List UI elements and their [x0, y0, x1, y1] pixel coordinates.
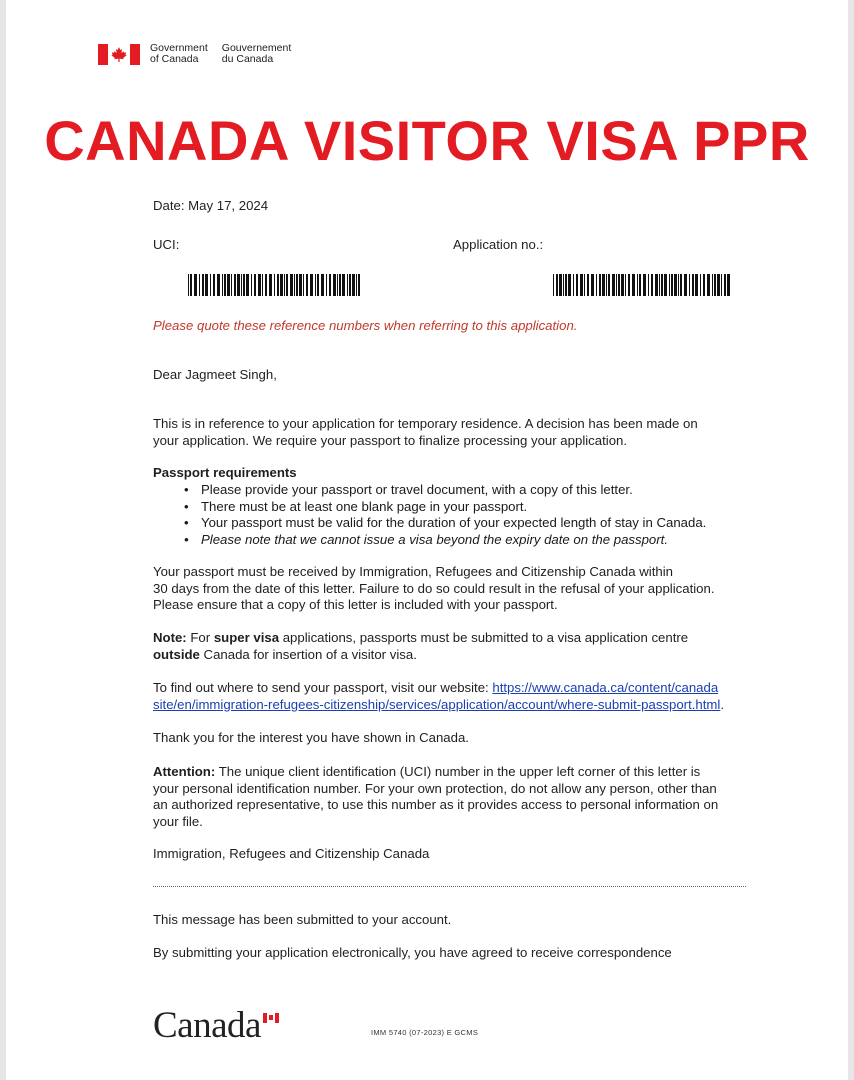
barcode-bar	[684, 274, 687, 296]
barcode-bar	[678, 274, 679, 296]
barcode-bar	[714, 274, 716, 296]
barcode-bar	[643, 274, 646, 296]
deadline-paragraph: Your passport must be received by Immigration, Refugees and Citizenship Canada within 30 days from the date of this letter. Failure to do so could result in the refusal of your application. Please ensure that a copy of this letter is included with your passport.	[153, 564, 715, 612]
barcode-bar	[241, 274, 242, 296]
barcode-bar	[628, 274, 630, 296]
barcode-bar	[591, 274, 594, 296]
barcode-bar	[352, 274, 355, 296]
barcode-bar	[210, 274, 211, 296]
list-item: • There must be at least one blank page in your passport.	[184, 499, 706, 516]
barcode-bar	[237, 274, 240, 296]
barcode-bar	[695, 274, 698, 296]
barcode-bar	[296, 274, 298, 296]
barcode-bar	[727, 274, 730, 296]
barcode-bar	[637, 274, 638, 296]
barcode-bar	[326, 274, 327, 296]
barcode-bar	[199, 274, 200, 296]
barcode-bar	[321, 274, 324, 296]
form-number: IMM 5740 (07-2023) E GCMS	[371, 1028, 479, 1037]
barcode-bar	[303, 274, 304, 296]
salutation: Dear Jagmeet Singh,	[153, 367, 277, 382]
barcode-bar	[358, 274, 360, 296]
barcode-bar	[294, 274, 295, 296]
barcode-bar	[599, 274, 601, 296]
canada-flag-icon	[98, 44, 140, 65]
barcode-bar	[584, 274, 585, 296]
barcode-bar	[664, 274, 667, 296]
barcode-bar	[559, 274, 562, 296]
barcode-bar	[190, 274, 192, 296]
barcode-bar	[251, 274, 252, 296]
barcode-bar	[580, 274, 583, 296]
barcode-bar	[337, 274, 338, 296]
reference-note: Please quote these reference numbers when referring to this application.	[153, 318, 578, 333]
barcode-bar	[632, 274, 635, 296]
barcode-bar	[553, 274, 554, 296]
barcode-bar	[689, 274, 690, 296]
government-french-name: Gouvernement du Canada	[221, 42, 292, 65]
wordmark-flag-icon	[263, 1013, 279, 1023]
barcode-bar	[349, 274, 351, 296]
barcode-bar	[205, 274, 208, 296]
barcode-bar	[306, 274, 308, 296]
government-english-name: Government of Canada	[150, 42, 208, 65]
barcode-bar	[258, 274, 261, 296]
list-item: • Your passport must be valid for the duration of your expected length of stay in Canada.	[184, 515, 706, 532]
barcode-bar	[284, 274, 285, 296]
barcode-bar	[277, 274, 279, 296]
barcode-bar	[280, 274, 283, 296]
canada-wordmark: Canada	[153, 1005, 261, 1046]
barcode-bar	[712, 274, 713, 296]
barcode-bar	[648, 274, 649, 296]
barcode-bar	[213, 274, 215, 296]
barcode-bar	[703, 274, 705, 296]
barcode-bar	[565, 274, 567, 296]
barcode-bar	[310, 274, 313, 296]
barcode-bar	[202, 274, 204, 296]
list-item: • Please provide your passport or travel document, with a copy of this letter.	[184, 482, 706, 499]
barcode-bar	[651, 274, 653, 296]
dotted-divider	[153, 886, 746, 887]
barcode-bar	[587, 274, 589, 296]
barcode-bar	[661, 274, 663, 296]
barcode-bar	[556, 274, 558, 296]
barcode-bar	[222, 274, 223, 296]
barcode-bar	[573, 274, 574, 296]
barcode-bar	[188, 274, 189, 296]
barcode-bar	[625, 274, 626, 296]
barcode-bar	[596, 274, 597, 296]
agreement-text: By submitting your application electronically, you have agreed to receive correspondence	[153, 945, 672, 960]
barcode-bar	[299, 274, 302, 296]
barcode-bar	[246, 274, 249, 296]
passport-requirements-heading: Passport requirements	[153, 465, 297, 480]
uci-barcode	[188, 274, 364, 296]
barcode-bar	[655, 274, 658, 296]
barcode-bar	[243, 274, 245, 296]
barcode-bar	[333, 274, 336, 296]
barcode-bar	[616, 274, 617, 296]
barcode-bar	[568, 274, 571, 296]
barcode-bar	[224, 274, 226, 296]
barcode-bar	[671, 274, 673, 296]
barcode-bar	[290, 274, 293, 296]
barcode-bar	[674, 274, 677, 296]
barcode-bar	[669, 274, 670, 296]
where-submit-passport-link[interactable]: https://www.canada.ca/content/canada	[492, 680, 719, 695]
barcode-bar	[347, 274, 348, 296]
barcode-bar	[606, 274, 607, 296]
barcode-bar	[692, 274, 694, 296]
barcode-bar	[265, 274, 267, 296]
barcode-bar	[707, 274, 710, 296]
barcode-bar	[612, 274, 615, 296]
barcode-bar	[339, 274, 341, 296]
barcode-bar	[621, 274, 624, 296]
passport-requirements-list	[184, 482, 706, 548]
barcode-bar	[618, 274, 620, 296]
thank-you-line: Thank you for the interest you have shown in Canada.	[153, 730, 469, 745]
barcode-bar	[356, 274, 357, 296]
barcode-bar	[576, 274, 578, 296]
where-submit-passport-link-cont[interactable]: site/en/immigration-refugees-citizenship/services/application/account/where-submit-passport.html	[153, 696, 721, 712]
website-paragraph: To find out where to send your passport, visit our website: https://www.canada.ca/content/canada site/en/immigration-refugees-citizenship/services/application/account/where-submit-passport.html.	[153, 680, 724, 712]
barcode-bar	[724, 274, 726, 296]
department-signature: Immigration, Refugees and Citizenship Canada	[153, 846, 430, 861]
barcode-bar	[227, 274, 230, 296]
decision-paragraph: This is in reference to your application for temporary residence. A decision has been made on your application. We require your passport to finalize processing your application.	[153, 416, 698, 448]
barcode-bar	[717, 274, 720, 296]
barcode-bar	[317, 274, 319, 296]
barcode-bar	[639, 274, 641, 296]
barcode-bar	[315, 274, 316, 296]
barcode-bar	[342, 274, 345, 296]
barcode-bar	[217, 274, 220, 296]
application-barcode	[553, 274, 731, 296]
barcode-bar	[254, 274, 256, 296]
barcode-bar	[269, 274, 272, 296]
barcode-bar	[563, 274, 564, 296]
barcode-bar	[234, 274, 236, 296]
letter-date: Date: May 17, 2024	[153, 198, 269, 213]
barcode-bar	[262, 274, 263, 296]
submitted-message: This message has been submitted to your account.	[153, 912, 452, 927]
barcode-bar	[286, 274, 288, 296]
barcode-bar	[608, 274, 610, 296]
government-signature	[98, 42, 305, 66]
attention-paragraph: Attention: The unique client identification (UCI) number in the upper left corner of this letter is your personal identification number. For your own protection, do not allow any person, other than an authorized representative, to use this number as it provides access to personal information on your file.	[153, 764, 719, 829]
uci-label: UCI:	[153, 237, 180, 252]
barcode-bar	[194, 274, 197, 296]
document-title: CANADA VISITOR VISA PPR	[44, 109, 810, 172]
barcode-bar	[231, 274, 232, 296]
application-number-label: Application no.:	[453, 237, 544, 252]
list-item: • Please note that we cannot issue a visa beyond the expiry date on the passport.	[184, 532, 706, 549]
barcode-bar	[700, 274, 701, 296]
barcode-bar	[602, 274, 605, 296]
barcode-bar	[274, 274, 275, 296]
barcode-bar	[721, 274, 722, 296]
barcode-bar	[329, 274, 331, 296]
super-visa-note: Note: For super visa applications, passports must be submitted to a visa application centre outside Canada for insertion of a visitor visa.	[153, 630, 689, 662]
barcode-bar	[659, 274, 660, 296]
barcode-bar	[680, 274, 682, 296]
